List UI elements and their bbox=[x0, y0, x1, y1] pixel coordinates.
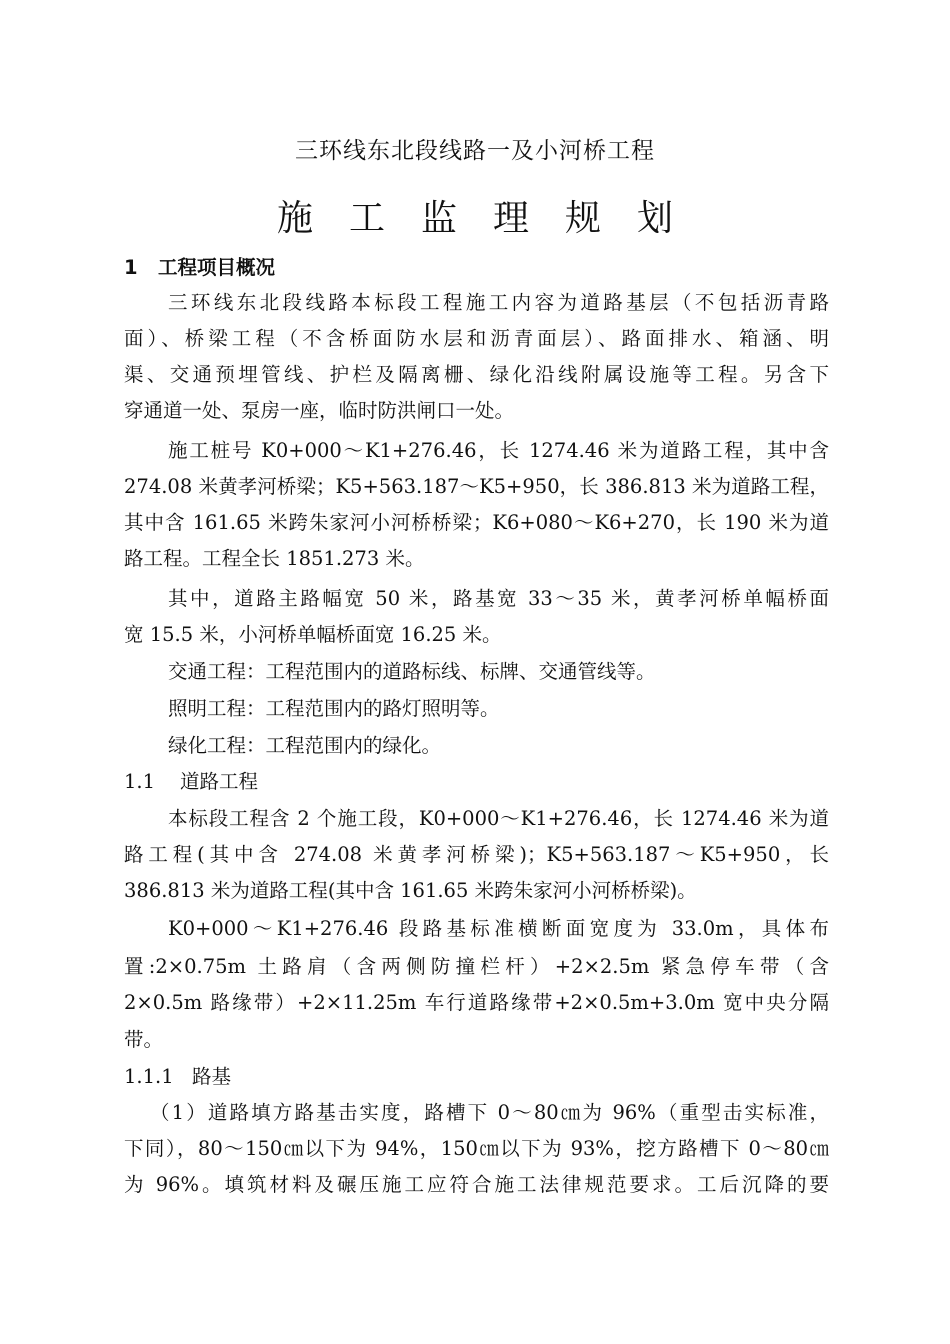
section-title: 道路工程 bbox=[180, 770, 259, 793]
section-heading-1-1-1 bbox=[124, 1059, 829, 1095]
section-heading-1 bbox=[124, 250, 829, 286]
paragraph-line: （1）道路填方路基击实度，路槽下 0～80㎝为 96%（重型击实标准， bbox=[150, 1101, 829, 1124]
section-title: 工程项目概况 bbox=[158, 256, 276, 279]
section-heading-1-1 bbox=[124, 764, 829, 800]
paragraph-line: 本标段工程含 2 个施工段，K0+000～K1+276.46，长 1274.46 米为道 bbox=[168, 807, 829, 830]
paragraph-line: 路工程(其中含 274.08 米黄孝河桥梁)；K5+563.187～K5+950，长 bbox=[124, 843, 829, 866]
paragraph-line: 置:2×0.75m 土路肩（含两侧防撞栏杆）+2×2.5m 紧急停车带（含 bbox=[124, 955, 829, 978]
paragraph-line: 施工桩号 K0+000～K1+276.46，长 1274.46 米为道路工程，其中含 bbox=[168, 439, 829, 462]
paragraph-line: 绿化工程：工程范围内的绿化。 bbox=[168, 734, 442, 757]
section-number: 1.1.1 bbox=[124, 1065, 174, 1088]
section-number: 1.1 bbox=[124, 770, 156, 793]
paragraph-line: 274.08 米黄孝河桥梁；K5+563.187～K5+950，长 386.813 米为道路工程， bbox=[124, 475, 829, 498]
paragraph-line: 面）、桥梁工程（不含桥面防水层和沥青面层）、路面排水、箱涵、明 bbox=[124, 327, 829, 350]
paragraph-line: 三环线东北段线路本标段工程施工内容为道路基层（不包括沥青路 bbox=[168, 291, 829, 314]
paragraph-line: 带。 bbox=[124, 1028, 164, 1051]
paragraph-line: 2×0.5m 路缘带）+2×11.25m 车行道路缘带+2×0.5m+3.0m 宽中央分隔 bbox=[124, 991, 829, 1014]
paragraph-line: 为 96%。填筑材料及碾压施工应符合施工法律规范要求。工后沉降的要 bbox=[124, 1173, 829, 1196]
paragraph-line: 宽 15.5 米，小河桥单幅桥面宽 16.25 米。 bbox=[124, 623, 502, 646]
paragraph-line: 穿通道一处、泵房一座，临时防洪闸口一处。 bbox=[124, 399, 515, 422]
paragraph-line: 路工程。工程全长 1851.273 米。 bbox=[124, 547, 425, 570]
section-title: 路基 bbox=[192, 1065, 232, 1088]
paragraph-line: 交通工程：工程范围内的道路标线、标牌、交通管线等。 bbox=[168, 660, 656, 683]
paragraph-line: 其中含 161.65 米跨朱家河小河桥桥梁；K6+080～K6+270，长 190 米为道 bbox=[124, 511, 829, 534]
paragraph-line: 其中，道路主路幅宽 50 米，路基宽 33～35 米，黄孝河桥单幅桥面 bbox=[168, 587, 829, 610]
paragraph-line: 下同），80～150㎝以下为 94%，150㎝以下为 93%，挖方路槽下 0～80㎝ bbox=[124, 1137, 829, 1160]
section-number: 1 bbox=[124, 256, 138, 279]
paragraph-line: 386.813 米为道路工程(其中含 161.65 米跨朱家河小河桥桥梁)。 bbox=[124, 879, 697, 902]
paragraph-line: 照明工程：工程范围内的路灯照明等。 bbox=[168, 697, 500, 720]
paragraph-line: 渠、交通预埋管线、护栏及隔离栅、绿化沿线附属设施等工程。另含下 bbox=[124, 363, 829, 386]
document-subtitle: 三环线东北段线路一及小河桥工程 bbox=[295, 138, 655, 164]
paragraph-line: K0+000～K1+276.46 段路基标准横断面宽度为 33.0m，具体布 bbox=[168, 917, 829, 940]
document-title: 施工监理规划 bbox=[276, 198, 709, 239]
